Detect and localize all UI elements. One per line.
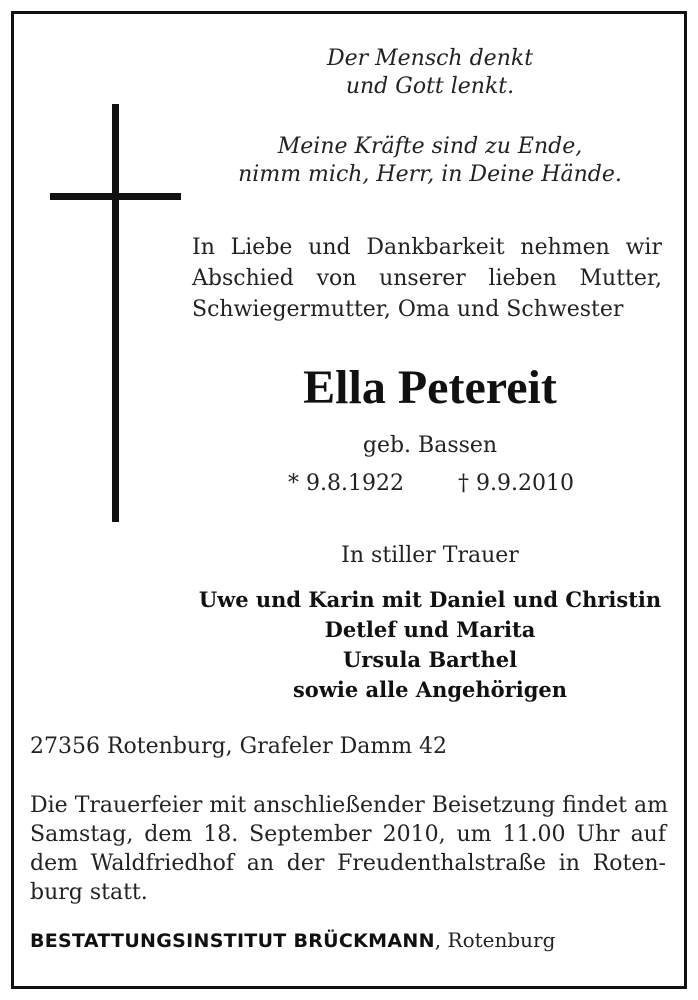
mourning-heading: In stiller Trauer (341, 543, 519, 568)
quote-line: Meine Kräfte sind zu Ende, (277, 134, 583, 159)
intro-line: In Liebe und Dankbarkeit nehmen wir (192, 235, 662, 260)
quote-line: Der Mensch denkt (326, 46, 534, 71)
mourner-line: Detlef und Marita (324, 617, 536, 642)
service-line: burg statt. (30, 880, 148, 905)
mourner-line: Uwe und Karin mit Daniel und Christin (198, 587, 662, 612)
birth-date: * 9.8.1922 (288, 471, 404, 496)
quote-line: und Gott lenkt. (345, 74, 515, 99)
intro-line: Abschied von unserer lieben Mutter, (192, 266, 662, 291)
mourner-line: Ursula Barthel (342, 647, 518, 672)
cross-vertical-bar (112, 104, 119, 522)
cross-horizontal-bar (50, 193, 181, 200)
intro-line: Schwiegermutter, Oma und Schwester (192, 297, 624, 322)
funeral-home-name: BESTATTUNGSINSTITUT BRÜCKMANN (30, 930, 435, 952)
mourners-list (160, 585, 698, 705)
mourner-line: sowie alle Angehörigen (292, 677, 568, 702)
maiden-name: geb. Bassen (362, 433, 498, 458)
quote-line: nimm mich, Herr, in Deine Hände. (238, 162, 622, 187)
service-line: Die Trauerfeier mit anschließender Beisetzung findet am (30, 793, 668, 818)
service-line: Samstag, dem 18. September 2010, um 11.00 Uhr auf (30, 822, 666, 847)
address: 27356 Rotenburg, Grafeler Damm 42 (30, 734, 448, 759)
quote-second (190, 133, 670, 189)
deceased-name: Ella Petereit (303, 361, 557, 414)
quote-first (190, 45, 670, 101)
funeral-home-city: , Rotenburg (434, 928, 556, 952)
funeral-home-footer (30, 928, 555, 952)
service-text (30, 791, 666, 907)
service-line: dem Waldfriedhof an der Freudenthalstraße in Roten- (30, 851, 666, 876)
death-date: † 9.9.2010 (458, 471, 574, 496)
intro-text (192, 232, 662, 325)
